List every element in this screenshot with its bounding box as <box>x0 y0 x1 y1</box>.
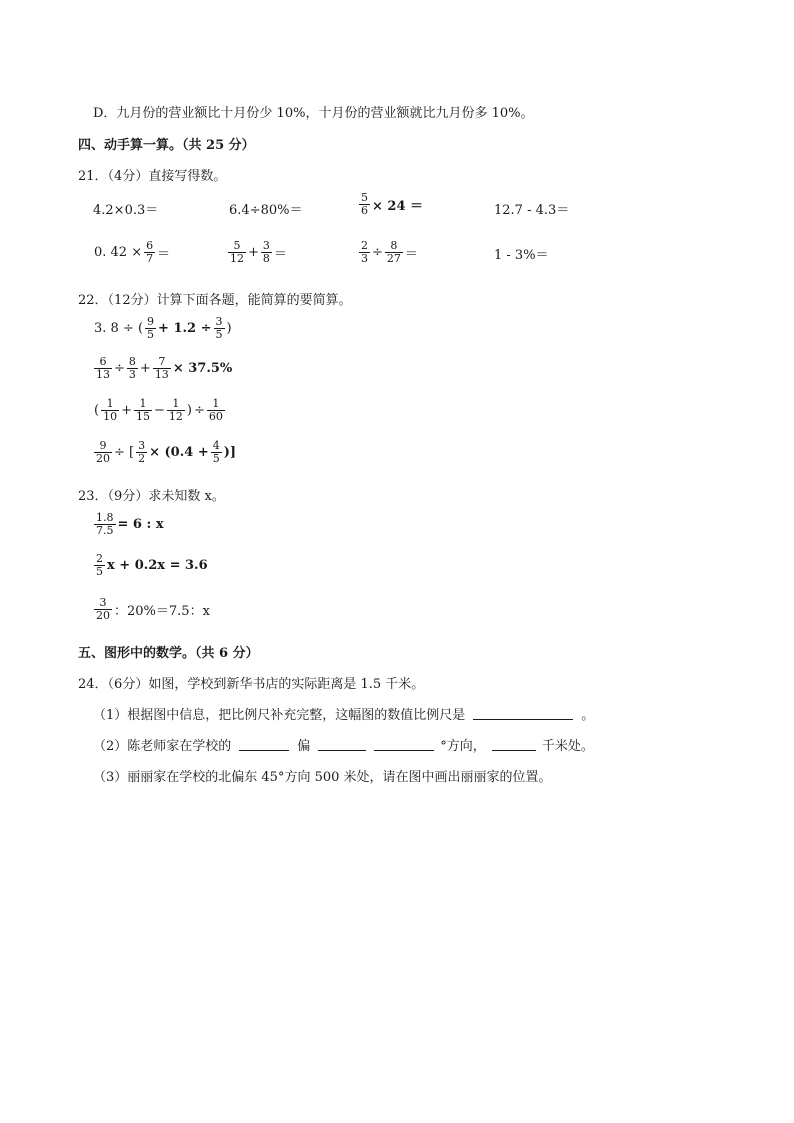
q21-r2c4: 1 - 3%＝ <box>494 248 549 263</box>
q24-part1: （1）根据图中信息，把比例尺补充完整，这幅图的数值比例尺是 。 <box>93 708 595 723</box>
q22-expr4: $\frac{9}{20}$ ÷ [ $\frac{3}{2}$ × (0.4 + $\frac{4}{5}$ )] <box>96 439 237 465</box>
answer-blank-scale[interactable] <box>473 707 573 720</box>
q21-r2c3: $\frac{2}{3}$ ÷ $\frac{8}{27}$ ＝ <box>361 239 418 265</box>
q22-title: 22．（12分）计算下面各题，能简算的要简算。 <box>78 293 352 308</box>
q23-eq3: $\frac{3}{20}$ ：20%＝7.5：x <box>96 596 210 622</box>
q21-r1c2: 6.4÷80%＝ <box>229 203 303 218</box>
answer-blank-angle[interactable] <box>374 738 434 751</box>
q21-r2c2: $\frac{5}{12}$ + $\frac{3}{8}$ ＝ <box>230 239 287 265</box>
answer-blank-distance[interactable] <box>492 738 536 751</box>
q23-title: 23．（9分）求未知数 x。 <box>78 489 225 504</box>
q22-expr3: ( $\frac{1}{10}$ + $\frac{1}{15}$ − $\frac{1}{12}$ ) ÷ $\frac{1}{60}$ <box>94 397 223 423</box>
q21-r1c4: 12.7 - 4.3＝ <box>494 203 570 218</box>
q21-r2c1: 0. 42 × $\frac{6}{7}$ ＝ <box>94 239 171 265</box>
q21-r1c3: $\frac{5}{6}$ × 24 ＝ <box>361 191 424 217</box>
q22-expr2: $\frac{6}{13}$ ÷ $\frac{8}{3}$ + $\frac{7}{13}$ × 37.5% <box>96 355 233 381</box>
q21-title: 21．（4分）直接写得数。 <box>78 169 227 184</box>
answer-blank-direction2[interactable] <box>318 738 366 751</box>
q21-r1c1: 4.2×0.3＝ <box>93 203 159 218</box>
q23-eq2: $\frac{2}{5}$ x + 0.2x = 3.6 <box>96 552 208 578</box>
answer-blank-direction1[interactable] <box>239 738 289 751</box>
q24-part3: （3）丽丽家在学校的北偏东 45°方向 500 米处，请在图中画出丽丽家的位置。 <box>93 770 552 785</box>
q24-title: 24．（6分）如图，学校到新华书店的实际距离是 1.5 千米。 <box>78 677 425 692</box>
section5-title: 五、图形中的数学。（共 6 分） <box>78 646 259 661</box>
q24-part2: （2）陈老师家在学校的 偏 °方向， 千米处。 <box>93 739 594 754</box>
q23-eq1: $\frac{1.8}{7.5}$ = 6 : x <box>96 511 164 537</box>
q22-expr1: 3. 8 ÷ ( $\frac{9}{5}$ + 1.2 ÷ $\frac{3}{5}$ ) <box>94 315 232 341</box>
section4-title: 四、动手算一算。（共 25 分） <box>78 138 255 153</box>
option-d: D．九月份的营业额比十月份少 10%，十月份的营业额就比九月份多 10%。 <box>93 106 534 121</box>
